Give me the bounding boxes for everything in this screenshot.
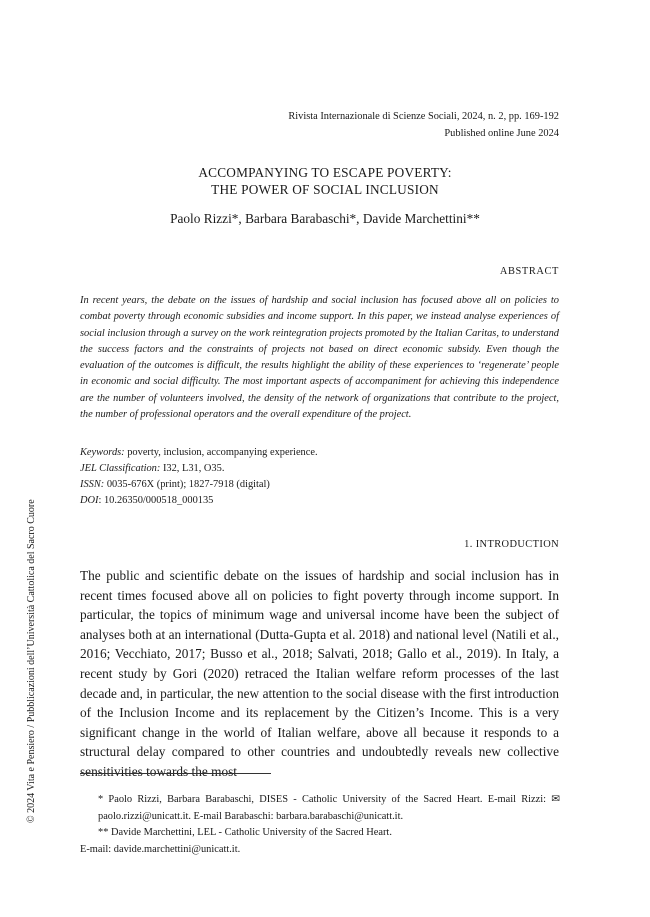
doi-label: DOI [80, 495, 99, 506]
doi-line [80, 493, 560, 509]
introduction-body: The public and scientific debate on the issues of hardship and social inclusion has in recent times focused above all on policies to fight poverty through income support. In particular, the topics of minimum wage and universal income have been the subject of analyses both at an international (Dutta-Gupta et al. 2018) and national level (Natili et al., 2016; Vecchiato, 2017; Busso et al., 2018; Salvati, 2018; Gallo et al., 2019). In Italy, a recent study by Gori (2020) retraced the Italian welfare reform processes of the last decade and, in particular, the new attention to the social disease with the first introduction of the Inclusion Income and its replacement by the Citizen’s Income. This is a very significant change in the world of Italian welfare, above all because it responds to a structural delay compared to other countries and undoubtedly reveals new collective sensitivities towards the most [80, 568, 559, 779]
abstract-heading: ABSTRACT [499, 266, 559, 277]
jel-line [80, 461, 560, 477]
footnote-1: * Paolo Rizzi, Barbara Barabaschi, DISES - Catholic University of the Sacred Heart. E-mail Rizzi: ✉ paolo.rizzi@unicatt.it. E-mail Barabaschi: barbara.barabaschi@unicatt.it. [98, 794, 560, 822]
section-heading-introduction: 1. INTRODUCTION [464, 539, 559, 550]
publication-date: Published online June 2024 [444, 128, 559, 139]
footnote-divider [80, 773, 271, 774]
footnotes [80, 792, 560, 858]
author-list: Paolo Rizzi*, Barbara Barabaschi*, Davide Marchettini** [170, 211, 480, 226]
paper-metadata [80, 445, 560, 509]
paper-title-line-2: THE POWER OF SOCIAL INCLUSION [211, 182, 439, 197]
issn-label: ISSN: [80, 479, 105, 490]
keywords-line [80, 445, 560, 461]
issn-line [80, 477, 560, 493]
paper-title-line-1: ACCOMPANYING TO ESCAPE POVERTY: [198, 165, 452, 180]
issn-value: 0035-676X (print); 1827-7918 (digital) [104, 479, 270, 490]
abstract-text: In recent years, the debate on the issues of hardship and social inclusion has focused above all on policies to combat poverty through economic subsidies and income support. In this paper, we instead analyse experiences of social inclusion through a survey on the work reintegration projects promoted by the Italian Caritas, to understand the success factors and the constraints of projects not based on direct economic subsidy. Even though the evaluation of the outcomes is difficult, the results highlight the ability of these experiences to ‘regenerate’ people in economic and social difficulty. The most important aspects of accompaniment for achieving this independence are the number of volunteers involved, the density of the network of organizations that contribute to the project, the number of professional operators and the overall expenditure of the project. [80, 295, 559, 421]
keywords-value: poverty, inclusion, accompanying experience. [124, 447, 318, 458]
footnote-2: ** Davide Marchettini, LEL - Catholic University of the Sacred Heart. [98, 827, 392, 838]
journal-citation-line: Rivista Internazionale di Scienze Sociali, 2024, n. 2, pp. 169-192 [288, 111, 559, 122]
copyright-sidebar: © 2024 Vita e Pensiero / Pubblicazioni dell’Università Cattolica del Sacro Cuore [26, 499, 37, 823]
journal-citation [288, 108, 559, 142]
paper-title [0, 164, 650, 198]
jel-value: I32, L31, O35. [160, 463, 225, 474]
doi-value: : 10.26350/000518_000135 [98, 495, 214, 506]
footnote-2-email: E-mail: davide.marchettini@unicatt.it. [80, 843, 241, 855]
jel-label: JEL Classification: [80, 463, 161, 474]
keywords-label: Keywords: [80, 447, 125, 458]
